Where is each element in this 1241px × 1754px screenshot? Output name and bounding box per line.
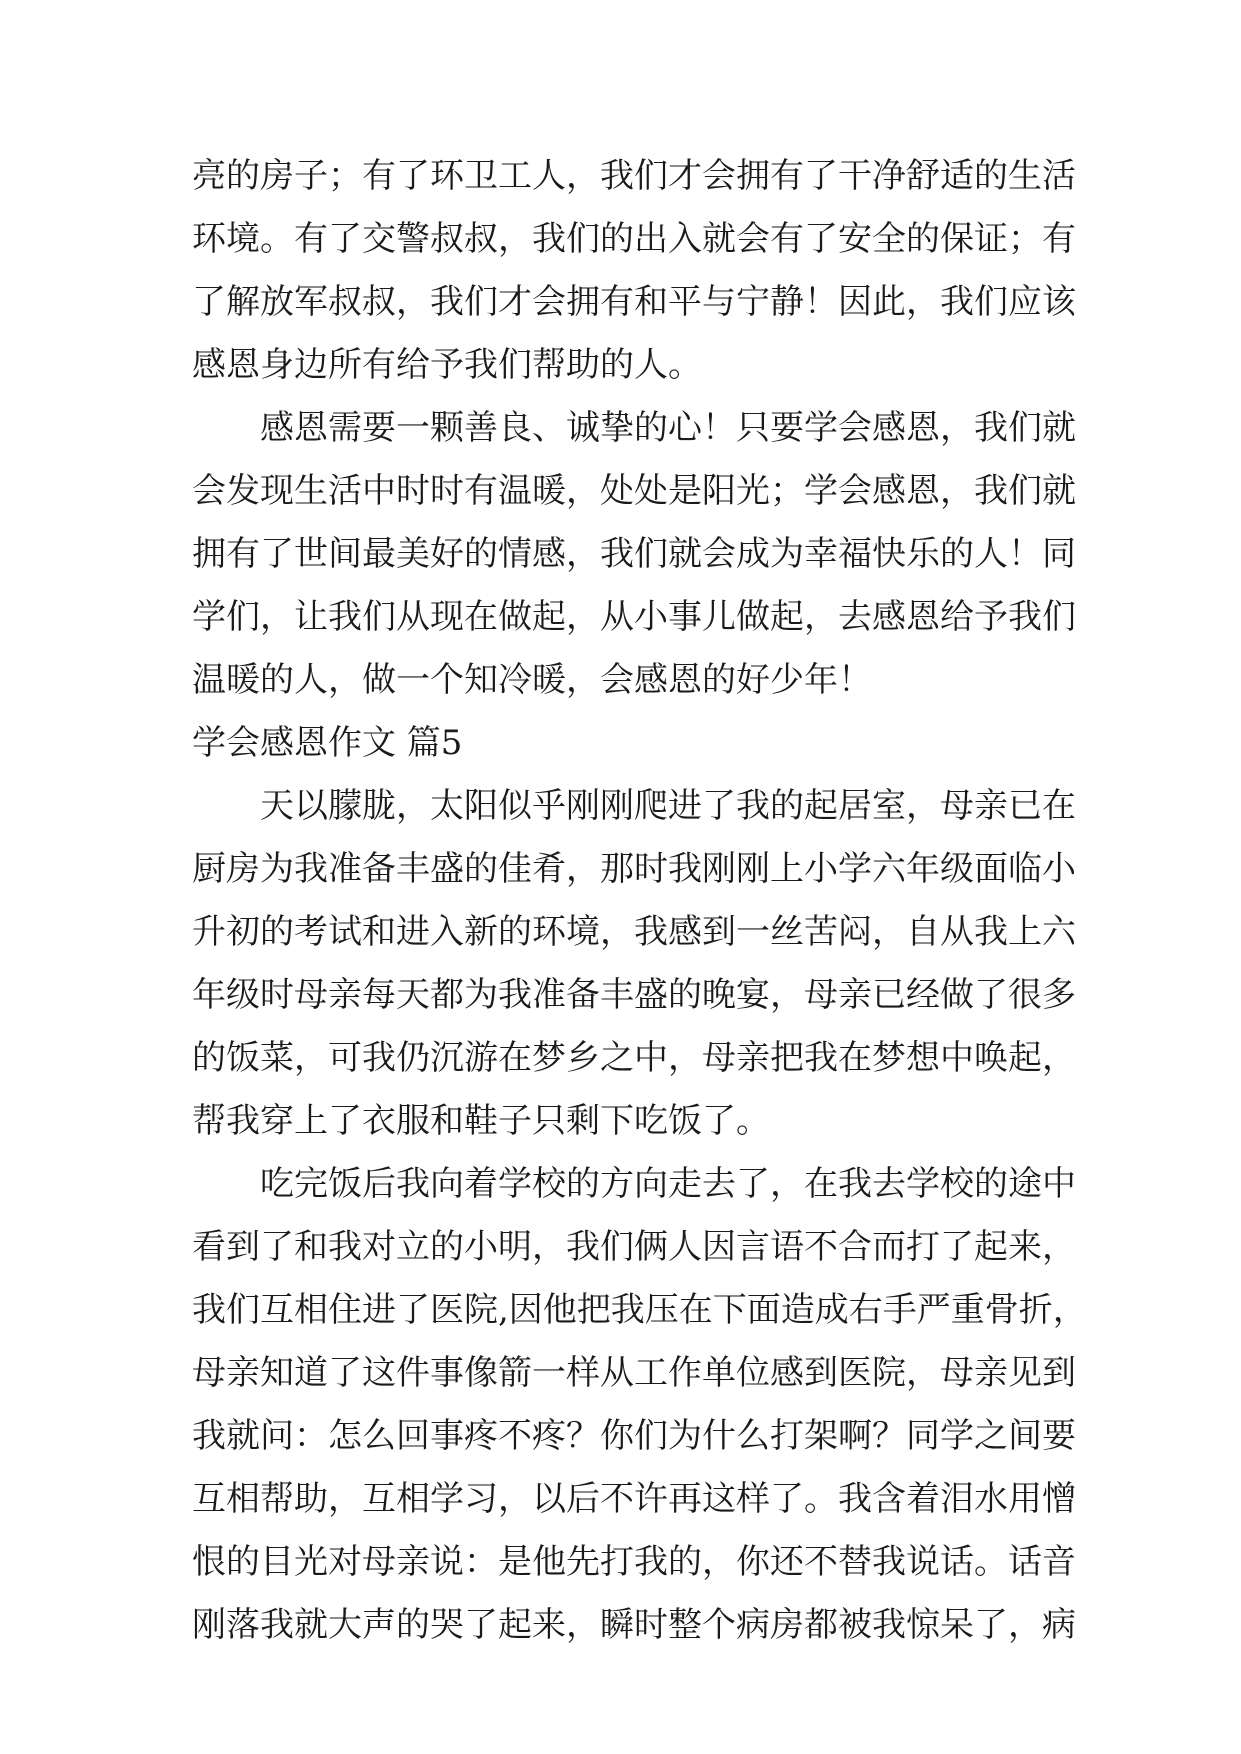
text-line: 温暖的人，做一个知冷暖，会感恩的好少年！ bbox=[192, 660, 872, 700]
paragraph-1 bbox=[192, 145, 1076, 397]
text-line: 吃完饭后我向着学校的方向走去了，在我去学校的途中 bbox=[260, 1164, 1076, 1204]
text-line: 帮我穿上了衣服和鞋子只剩下吃饭了。 bbox=[192, 1101, 770, 1141]
text-line: 刚落我就大声的哭了起来，瞬时整个病房都被我惊呆了，病 bbox=[192, 1605, 1076, 1645]
text-line: 我们互相住进了医院,因他把我压在下面造成右手严重骨折， bbox=[192, 1290, 1087, 1330]
text-line: 会发现生活中时时有温暖，处处是阳光；学会感恩，我们就 bbox=[192, 471, 1076, 511]
text-line: 看到了和我对立的小明，我们俩人因言语不合而打了起来， bbox=[192, 1227, 1076, 1267]
document-body bbox=[192, 145, 1087, 1657]
text-line: 环境。有了交警叔叔，我们的出入就会有了安全的保证；有 bbox=[192, 219, 1076, 259]
text-line: 升初的考试和进入新的环境，我感到一丝苦闷，自从我上六 bbox=[192, 912, 1076, 952]
text-line: 天以朦胧，太阳似乎刚刚爬进了我的起居室，母亲已在 bbox=[260, 786, 1076, 826]
text-line: 拥有了世间最美好的情感，我们就会成为幸福快乐的人！同 bbox=[192, 534, 1076, 574]
text-line: 了解放军叔叔，我们才会拥有和平与宁静！因此，我们应该 bbox=[192, 282, 1076, 322]
text-line: 年级时母亲每天都为我准备丰盛的晚宴，母亲已经做了很多 bbox=[192, 975, 1076, 1015]
paragraph-4 bbox=[192, 1153, 1087, 1657]
text-line: 感恩需要一颗善良、诚挚的心！只要学会感恩，我们就 bbox=[260, 408, 1076, 448]
text-line: 母亲知道了这件事像箭一样从工作单位感到医院，母亲见到 bbox=[192, 1353, 1076, 1393]
text-line: 亮的房子；有了环卫工人，我们才会拥有了干净舒适的生活 bbox=[192, 156, 1076, 196]
section-heading: 学会感恩作文 篇5 bbox=[192, 723, 463, 763]
text-line: 厨房为我准备丰盛的佳肴，那时我刚刚上小学六年级面临小 bbox=[192, 849, 1076, 889]
text-line: 的饭菜，可我仍沉游在梦乡之中，母亲把我在梦想中唤起， bbox=[192, 1038, 1076, 1078]
text-line: 互相帮助，互相学习，以后不许再这样了。我含着泪水用憎 bbox=[192, 1479, 1076, 1519]
text-line: 感恩身边所有给予我们帮助的人。 bbox=[192, 345, 702, 385]
text-line: 学们，让我们从现在做起，从小事儿做起，去感恩给予我们 bbox=[192, 597, 1076, 637]
paragraph-3 bbox=[192, 775, 1076, 1153]
text-line: 我就问：怎么回事疼不疼？你们为什么打架啊？同学之间要 bbox=[192, 1416, 1076, 1456]
text-line: 恨的目光对母亲说：是他先打我的，你还不替我说话。话音 bbox=[192, 1542, 1076, 1582]
paragraph-2 bbox=[192, 397, 1076, 712]
